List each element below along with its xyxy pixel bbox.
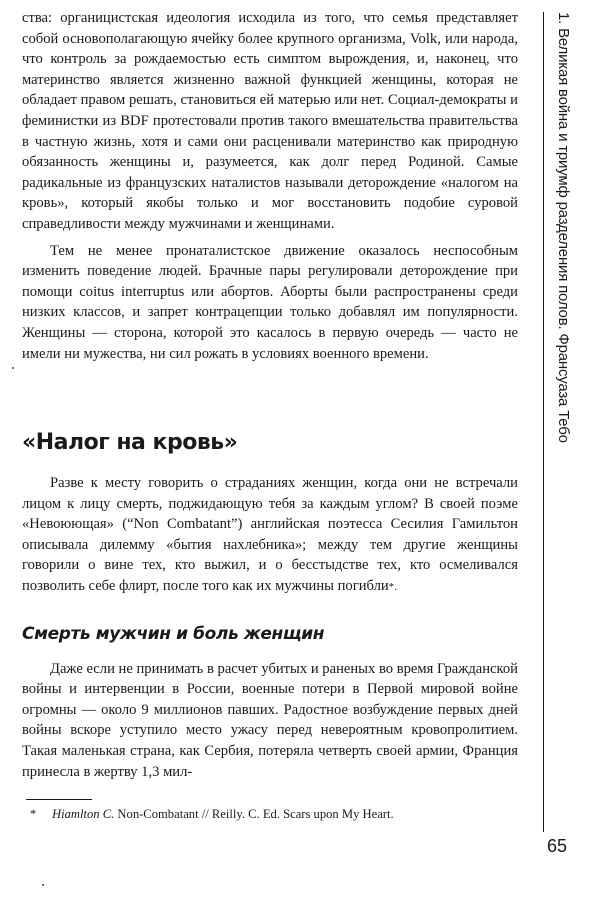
running-header: 1. Великая война и триумф разделения полов. Франсуаза Тебо xyxy=(555,12,572,443)
section-heading: «Налог на кровь» xyxy=(22,430,238,456)
footnote-author: Hiamlton C. xyxy=(52,807,115,821)
footnote-reference: *. xyxy=(388,581,397,594)
footnote-text: Non-Combatant // Reilly. C. Ed. Scars upon My Heart. xyxy=(114,807,394,821)
subsection-heading: Смерть мужчин и боль женщин xyxy=(22,623,325,644)
paragraph: Даже если не принимать в расчет убитых и раненых во время Гражданской войны и интервенции в России, военные потери в Первой мировой войне огромны — около 9 миллионов павших. Радостное возбуждение первых дней войны вскоре уступило место ужасу перед невероятным кровопролитием. Такая маленькая страна, как Сербия, потеряла четверть своей армии, Франция принесла в жертву 1,3 мил- xyxy=(22,660,518,780)
page-number: 65 xyxy=(547,836,568,856)
footnote xyxy=(30,806,500,822)
paragraph xyxy=(22,473,518,598)
scan-speck xyxy=(42,884,44,886)
footnote-divider xyxy=(26,799,92,800)
text-column xyxy=(22,8,518,782)
paragraph: Тем не менее пронаталистское движение оказалось неспособным изменить поведение людей. Брачные пары регулировали деторождение при помощи coitus interruptus или абортов. Аборты были распространены среди низких классов, и запрет контрацепции только добавлял им популярности. Женщины — сторона, которой это касалось в первую очередь — часто не имели ни мужества, ни сил рожать в условиях военного времени. xyxy=(22,242,518,362)
paragraph-continued: ства: органицистская идеология исходила из того, что семья представляет собой основополагающую ячейку более крупного организма, Volk, или народа, что контроль за рождаемостью есть симптом вырождения, и, наконец, что материнство является жизненно важной функцией женщины, которая не обладает правом решать, становиться ей матерью или нет. Социал-демократы и феминистки из BDF протестовали против такого вмешательства правительства в частную жизнь, хотя и сами они расценивали материнство как природную обязанность женщины и, разумеется, как долг перед Родиной. Самые радикальные из французских наталистов называли деторождение «налогом на кровь», который якобы только и мог восстановить подобие суровой справедливости между мужчинами и женщинами. xyxy=(22,10,518,232)
scan-speck xyxy=(12,367,14,369)
paragraph-text: Разве к месту говорить о страданиях женщин, когда они не встречали лицом к лицу смерть, поджидающую тебя за каждым углом? В своей поэме «Невоюющая» (“Non Combatant”) английская поэтесса Сесилия Гамильтон описывала дилемму «бытия нахлебника»; между тем другие женщины говорили о вине тех, кто выжил, и о бесстыдстве тех, кто осмеливался позволить себе флирт, после того как их мужчины погибли xyxy=(22,475,518,595)
footnote-mark: * xyxy=(30,807,37,821)
margin-rule xyxy=(543,12,544,832)
